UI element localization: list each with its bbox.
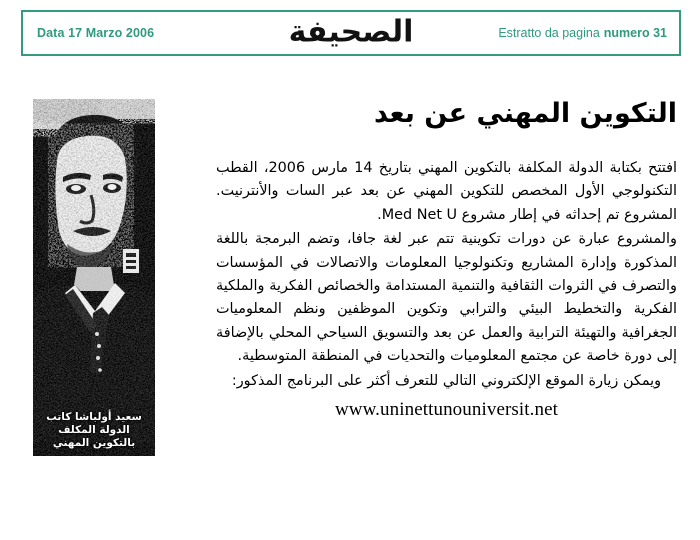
photo-caption: سعيد أولباشا كاتب الدولة المكلف بالتكوين المهني xyxy=(46,410,142,449)
extract-page-number: numero 31 xyxy=(603,26,667,40)
portrait-photo-image xyxy=(33,99,155,456)
masthead-title: الصحيفة xyxy=(288,14,414,50)
page-extract-info xyxy=(498,26,667,40)
publication-date: Data 17 Marzo 2006 xyxy=(37,26,155,40)
article-website-url[interactable]: www.uninettunouniversit.net xyxy=(334,398,559,420)
extract-label: Estratto da pagina xyxy=(498,26,600,40)
article-photo xyxy=(33,99,155,456)
article-paragraph-3: ويمكن زيارة الموقع الإلكتروني التالي للتعرف أكثر على البرنامج المذكور: xyxy=(231,372,662,389)
article-paragraph-1: افتتح بكتابة الدولة المكلفة بالتكوين المهني بتاريخ 14 مارس 2006، القطب التكنولوجي الأول المخصص للتكوين المهني عن بعد عبر السات والأنترنيت. المشروع تم إحداثه في إطار مشروع Med Net U. xyxy=(216,160,678,223)
page-header-bar xyxy=(21,10,681,56)
article-paragraph-2: والمشروع عبارة عن دورات تكوينية تتم عبر لغة جافا، وتضم البرمجة باللغة المذكورة وإدارة المشاريع وتكنولوجيا المعلومات والاتصالات في المؤسسات والتصرف في الثروات الثقافية والتنمية المستدامة والخصائص الفكرية والملكية الفكرية والتخطيط البيئي والترابي وتكوين الموظفين ونظم المعلوميات الجغرافية والتهيئة الترابية والعمل عن بعد والتسويق السياحي المحلي بالإضافة إلى دورة خاصة عن مجتمع المعلوميات والتحديات في المنطقة المتوسطية. xyxy=(216,231,677,365)
article-headline: التكوين المهني عن بعد xyxy=(373,98,677,129)
article-body xyxy=(216,157,677,425)
